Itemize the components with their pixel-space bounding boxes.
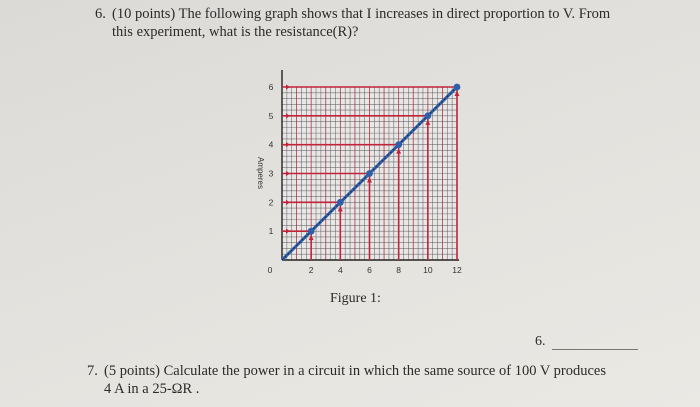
question-6-text-line2: this experiment, what is the resistance(R)? xyxy=(112,24,359,40)
question-6-number: 6. xyxy=(95,6,106,22)
question-7-number: 7. xyxy=(87,363,98,379)
x-tick-label: 2 xyxy=(308,265,314,275)
question-7-text-line2: 4 A in a 25-ΩR . xyxy=(104,381,200,397)
data-point xyxy=(337,199,344,206)
answer-label: 6. xyxy=(535,334,546,349)
y-axis-label: Amperes xyxy=(256,156,265,190)
question-6-text-line1: (10 points) The following graph shows that I increases in direct proportion to V. From xyxy=(112,6,611,22)
y-tick-label: 1 xyxy=(268,226,274,237)
answer-blank[interactable] xyxy=(552,349,638,350)
y-tick-label: 4 xyxy=(268,139,274,150)
question-7-text-line1: (5 points) Calculate the power in a circuit in which the same source of 100 V produces xyxy=(104,363,606,379)
x-tick-label: 4 xyxy=(337,265,343,275)
y-tick-label: 5 xyxy=(268,110,274,121)
figure-caption: Figure 1: xyxy=(330,291,381,306)
data-point xyxy=(395,141,402,148)
x-tick-label: 6 xyxy=(367,265,372,275)
data-point xyxy=(308,228,315,235)
y-tick-label: 6 xyxy=(268,82,274,92)
x-tick-label: 10 xyxy=(423,265,433,275)
data-point xyxy=(454,84,461,91)
y-tick-label: 3 xyxy=(268,168,274,179)
data-point xyxy=(366,170,373,177)
x-tick-label: 8 xyxy=(396,265,402,275)
x-tick-label: 0 xyxy=(267,265,273,275)
data-point xyxy=(424,112,431,119)
x-tick-label: 12 xyxy=(452,265,462,275)
y-tick-label: 2 xyxy=(268,197,274,208)
